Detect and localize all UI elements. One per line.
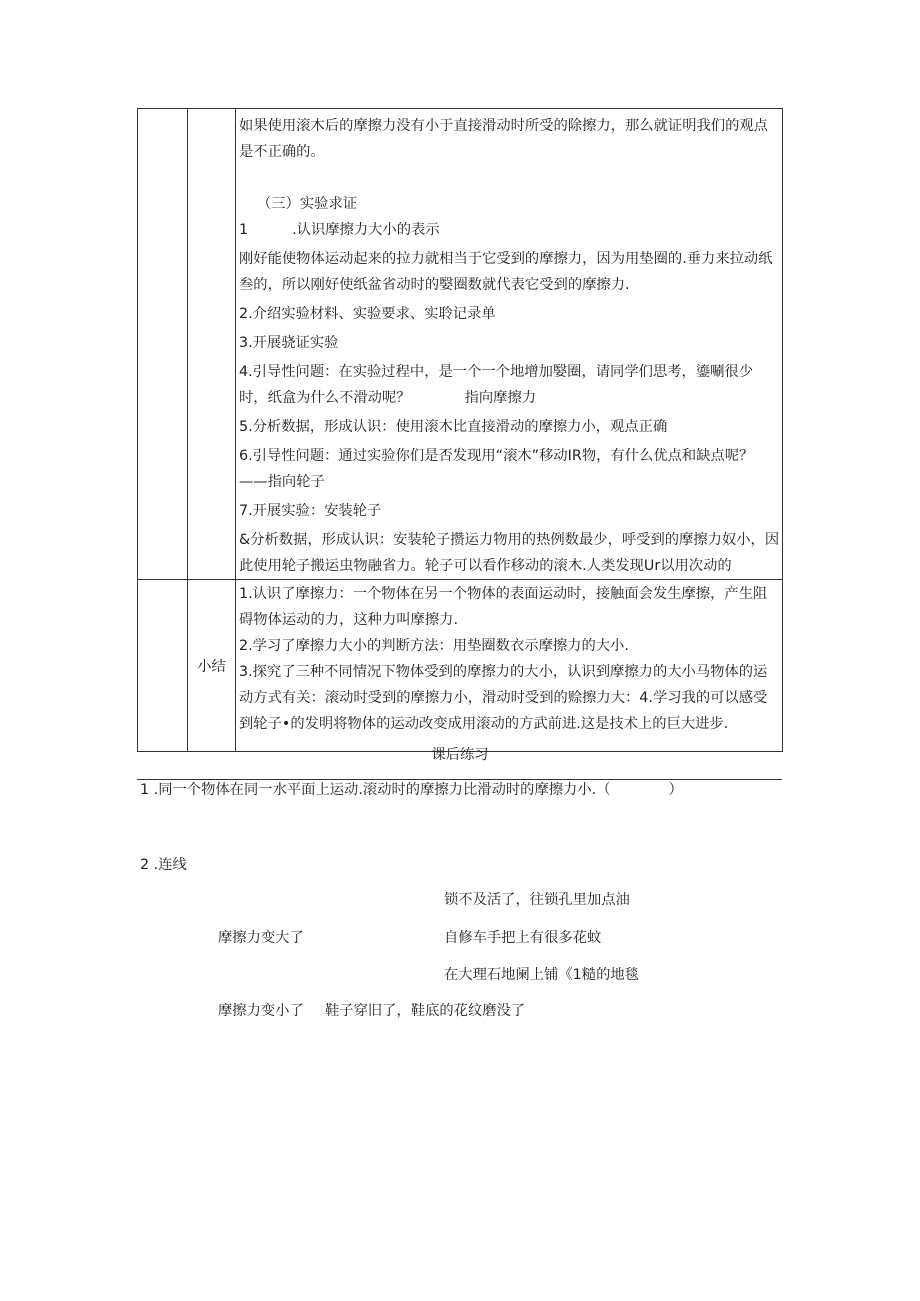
empty-cell-2 bbox=[188, 109, 236, 580]
step-5: 5.分析数据，形成认识：使用滚木比直接滑动的摩擦力小，观点正确 bbox=[239, 419, 668, 435]
step-1-text: .认识摩擦力大小的表示 bbox=[292, 222, 440, 238]
empty-cell-3 bbox=[138, 580, 188, 752]
step-1 bbox=[239, 217, 780, 243]
step-8: &分析数据，形成认识：安装轮子攒运力物用的热例数最少，呼受到的摩擦力奴小，因此使用轮子搬运虫物融省力。轮子可以看作移动的滚木.人类发现Ur以用次动的 bbox=[239, 532, 780, 574]
question-2 bbox=[140, 854, 187, 876]
question-1-number: 1 bbox=[140, 782, 150, 798]
step-1-number: 1 bbox=[239, 222, 249, 238]
step-6: 6.引导性问题：通过实验你们是否发现用“滚木”移动IR物，有什么优点和缺点呢？——指向轮子 bbox=[239, 448, 754, 490]
exercises-title: 课后练习 bbox=[431, 747, 489, 763]
question-2-text: .连线 bbox=[153, 857, 187, 873]
step-2: 2.介绍实验材料、实验要求、实聆记录单 bbox=[239, 306, 496, 322]
match-right-item[interactable]: 在大理石地阑上铺《1糙的地毯 bbox=[444, 967, 639, 983]
step-1-detail: 刚好能使物体运动起来的拉力就相当于它受到的摩擦力，因为用垫圈的.垂力来拉动纸叁的，所以刚好使纸盆省动时的嫛圈数就代表它受到的摩擦力. bbox=[239, 251, 773, 293]
lesson-plan-table bbox=[137, 108, 783, 752]
step-4 bbox=[239, 359, 780, 411]
match-right-item[interactable]: 锁不及活了，往锁孔里加点油 bbox=[444, 892, 630, 908]
summary-item-1: 1.认识了摩擦力：一个物体在另一个物体的表面运动时，接触面会发生摩擦，产生阻碍物体运动的力，这种力叫摩擦力. bbox=[239, 586, 768, 628]
summary-cell bbox=[236, 580, 783, 752]
teaching-process-cell bbox=[236, 109, 783, 580]
match-right-item[interactable]: 鞋子穿旧了，鞋底的花纹磨没了 bbox=[325, 1003, 526, 1019]
section-title: （三）实验求证 bbox=[257, 196, 358, 212]
step-4-hint: 指向摩擦力 bbox=[464, 390, 537, 406]
summary-item-2: 2.学习了摩擦力大小的判断方法：用垫圈数衣示摩擦力的大小. bbox=[239, 638, 629, 654]
step-7: 7.开展实验：安装轮子 bbox=[239, 503, 382, 519]
summary-label: 小结 bbox=[188, 580, 236, 752]
match-right-item[interactable]: 自修车手把上有很多花蚊 bbox=[444, 930, 602, 946]
match-left-item[interactable]: 摩擦力变小了 bbox=[218, 1003, 304, 1019]
summary-item-3: 3.探究了三种不同情况下物体受到的摩擦力的大小，认识到摩擦力的大小马物体的运动方式有关：滚动时受到的摩擦力小，滑动时受到的赊擦力大：4.学习我的可以感受到轮子•的发明将物体的运动改变成用滚动的方武前进.这是技术上的巨大进步. bbox=[239, 664, 768, 732]
summary-row bbox=[138, 580, 783, 752]
process-row bbox=[138, 109, 783, 580]
match-left-item[interactable]: 摩擦力变大了 bbox=[218, 930, 304, 946]
step-4-question: 4.引导性问题：在实验过程中，是一个一个地增加嫛圈，请同学们思考，鎏唰很少时，纸盒为什么不滑动呢？ bbox=[239, 364, 754, 406]
question-1-close: ） bbox=[668, 782, 683, 798]
question-1 bbox=[140, 779, 683, 801]
step-3: 3.开展骁证实验 bbox=[239, 335, 339, 351]
hypothesis-text: 如果使用滚木后的摩擦力没有小于直接滑动时所受的除擦力，那么就证明我们的观点是不正确的。 bbox=[239, 118, 768, 160]
question-2-number: 2 bbox=[140, 857, 150, 873]
question-1-text: .同一个物体在同一水平面上运动.滚动时的摩擦力比滑动时的摩擦力小.（ bbox=[153, 782, 611, 798]
empty-cell-1 bbox=[138, 109, 188, 580]
